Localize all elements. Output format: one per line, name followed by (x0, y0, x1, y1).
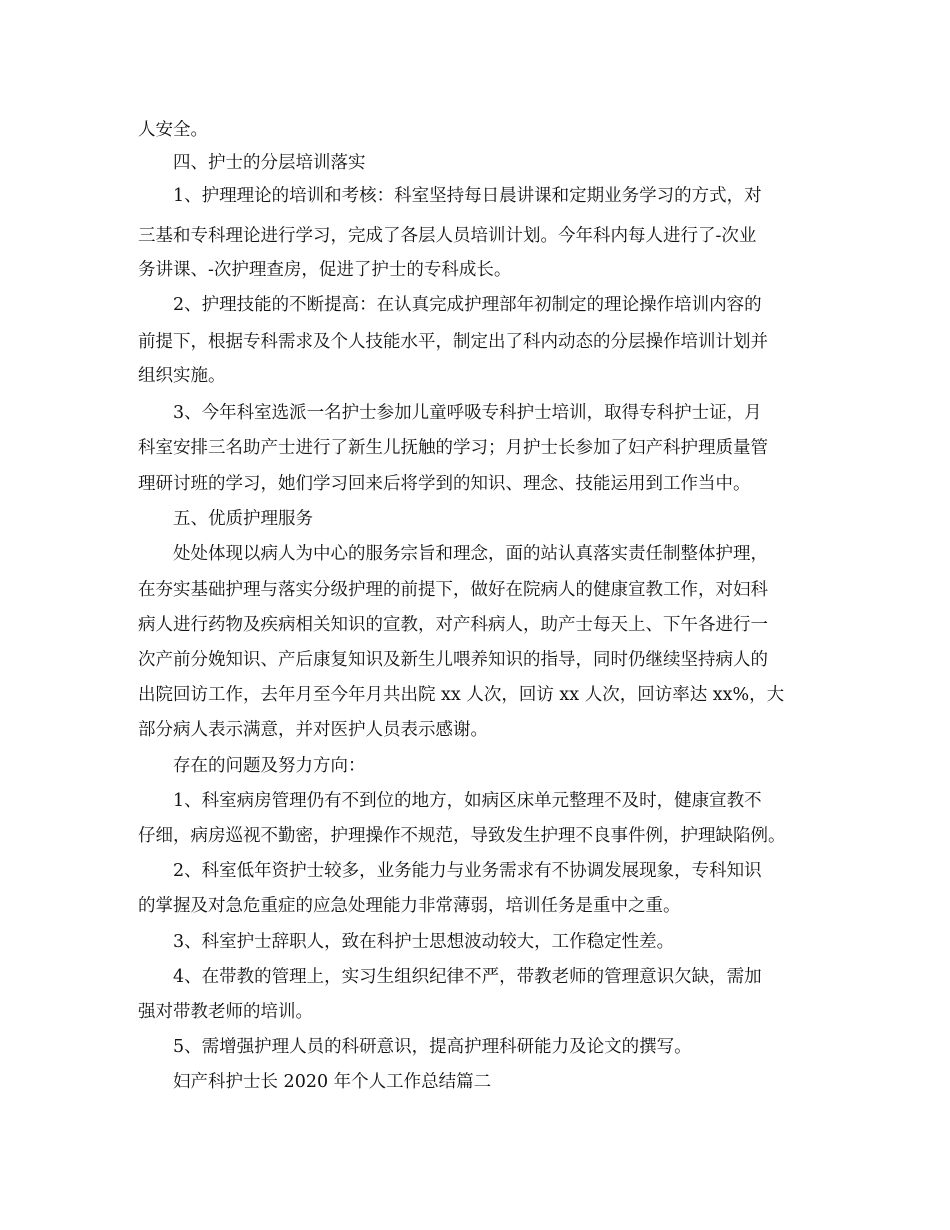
body-line: 1、护理理论的培训和考核：科室坚持每日晨讲课和定期业务学习的方式，对 (173, 186, 762, 206)
body-line: 在夯实基础护理与落实分级护理的前提下，做好在院病人的健康宣教工作，对妇科 (138, 580, 768, 600)
body-line: 仔细，病房巡视不勤密，护理操作不规范，导致发生护理不良事件例，护理缺陷例。 (138, 826, 786, 846)
body-line: 务讲课、-次护理查房，促进了护士的专科成长。 (138, 260, 512, 280)
body-line: 3、科室护士辞职人，致在科护士思想波动较大，工作稳定性差。 (173, 932, 675, 952)
body-line: 5、需增强护理人员的科研意识，提高护理科研能力及论文的撰写。 (173, 1037, 692, 1057)
body-line: 3、今年科室选派一名护士参加儿童呼吸专科护士培训，取得专科护士证，月 (173, 403, 762, 423)
body-line: 2、科室低年资护士较多，业务能力与业务需求有不协调发展现象，专科知识 (173, 861, 762, 881)
section-heading: 妇产科护士长 2020 年个人工作总结篇二 (173, 1072, 492, 1092)
body-line: 部分病人表示满意，并对医护人员表示感谢。 (138, 720, 488, 740)
body-line: 强对带教老师的培训。 (138, 1002, 313, 1022)
body-line: 1、科室病房管理仍有不到位的地方，如病区床单元整理不及时，健康宣教不 (173, 791, 762, 811)
body-line: 前提下，根据专科需求及个人技能水平，制定出了科内动态的分层操作培训计划并 (138, 332, 768, 352)
body-line: 2、护理技能的不断提高：在认真完成护理部年初制定的理论操作培训内容的 (173, 295, 762, 315)
body-line: 次产前分娩知识、产后康复知识及新生儿喂养知识的指导，同时仍继续坚持病人的 (138, 650, 768, 670)
body-line: 4、在带教的管理上，实习生组织纪律不严，带教老师的管理意识欠缺，需加 (173, 967, 762, 987)
body-line: 出院回访工作，去年月至今年月共出院 xx 人次，回访 xx 人次，回访率达 xx%，大 (138, 685, 785, 705)
section-heading: 存在的问题及努力方向： (173, 756, 366, 776)
body-line: 人安全。 (138, 120, 208, 140)
body-line: 的掌握及对急危重症的应急处理能力非常薄弱，培训任务是重中之重。 (138, 896, 681, 916)
body-line: 理研讨班的学习，她们学习回来后将学到的知识、理念、技能运用到工作当中。 (138, 474, 751, 494)
section-heading: 五、优质护理服务 (173, 509, 313, 529)
section-heading: 四、护士的分层培训落实 (173, 153, 366, 173)
body-line: 处处体现以病人为中心的服务宗旨和理念，面的站认真落实责任制整体护理， (173, 544, 768, 564)
body-line: 病人进行药物及疾病相关知识的宣教，对产科病人，助产士每天上、下午各进行一 (138, 615, 768, 635)
body-line: 科室安排三名助产士进行了新生儿抚触的学习；月护士长参加了妇产科护理质量管 (138, 438, 768, 458)
body-line: 三基和专科理论进行学习，完成了各层人员培训计划。今年科内每人进行了-次业 (138, 226, 757, 246)
body-line: 组织实施。 (138, 366, 226, 386)
